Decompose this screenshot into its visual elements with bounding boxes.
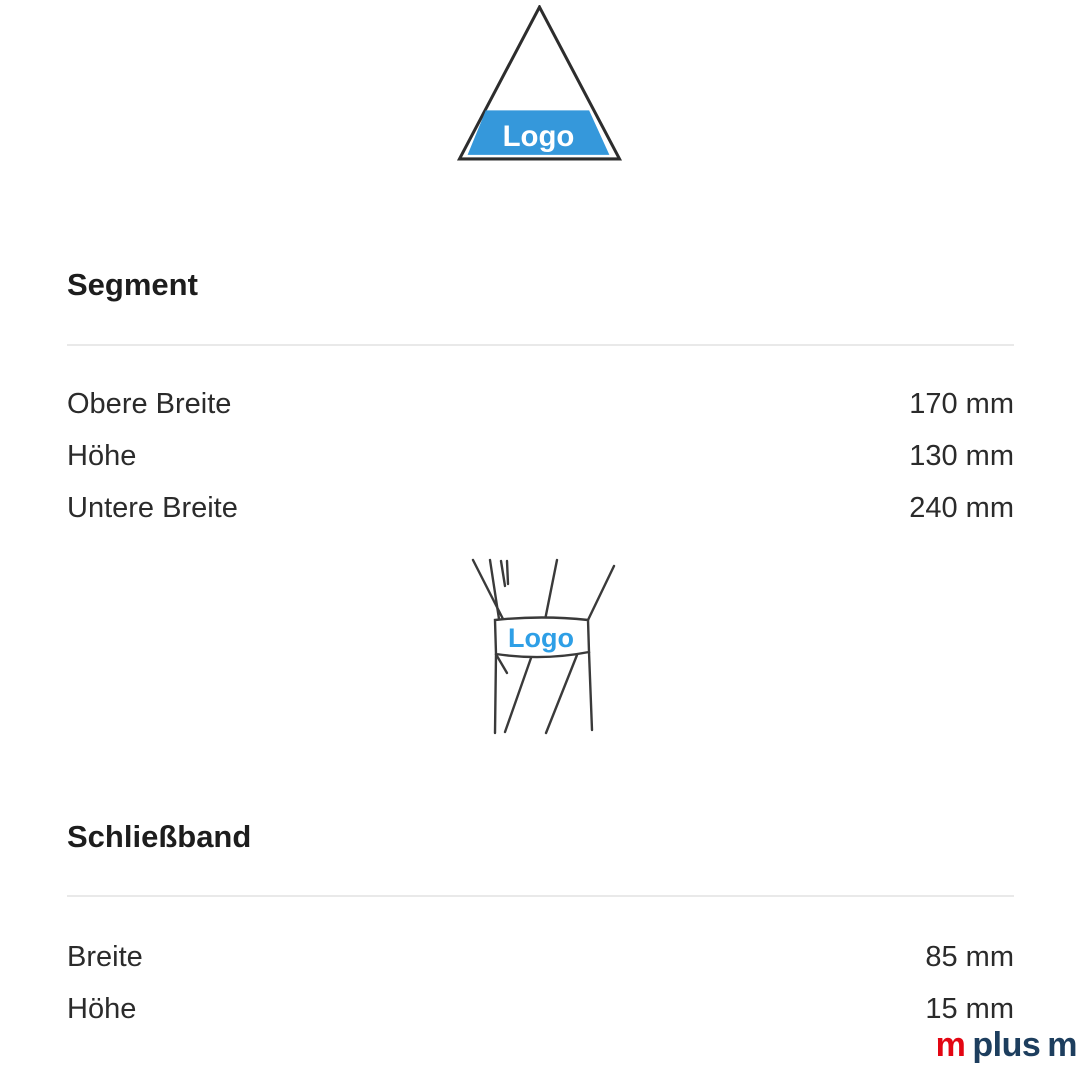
divider [67, 895, 1014, 897]
band-logo-label: Logo [508, 623, 574, 653]
section-title-schliessband: Schließband [67, 819, 252, 854]
divider [67, 344, 1014, 346]
mplusm-brand-logo [936, 1028, 1077, 1062]
spec-value: 15 mm [925, 992, 1014, 1025]
segment-spec-table [67, 378, 1014, 534]
spec-value: 170 mm [909, 387, 1014, 420]
section-title-segment: Segment [67, 267, 198, 302]
table-row [67, 931, 1014, 983]
band-spec-table [67, 931, 1014, 1035]
spec-label: Höhe [67, 439, 137, 472]
table-row [67, 430, 1014, 482]
spec-value: 130 mm [909, 439, 1014, 472]
closing-band-illustration [464, 551, 620, 737]
brand-logo-plus: plus [972, 1026, 1041, 1064]
brand-logo-m-red: m [935, 1026, 966, 1064]
spec-label: Höhe [67, 992, 137, 1025]
spec-label: Breite [67, 940, 143, 973]
brand-logo-m-navy: m [1047, 1026, 1077, 1064]
spec-label: Untere Breite [67, 491, 238, 524]
segment-illustration [455, 5, 625, 163]
spec-label: Obere Breite [67, 387, 232, 420]
spec-value: 240 mm [909, 491, 1014, 524]
table-row [67, 482, 1014, 534]
table-row [67, 378, 1014, 430]
spec-value: 85 mm [925, 940, 1014, 973]
table-row [67, 983, 1014, 1035]
segment-logo-label: Logo [502, 119, 575, 153]
